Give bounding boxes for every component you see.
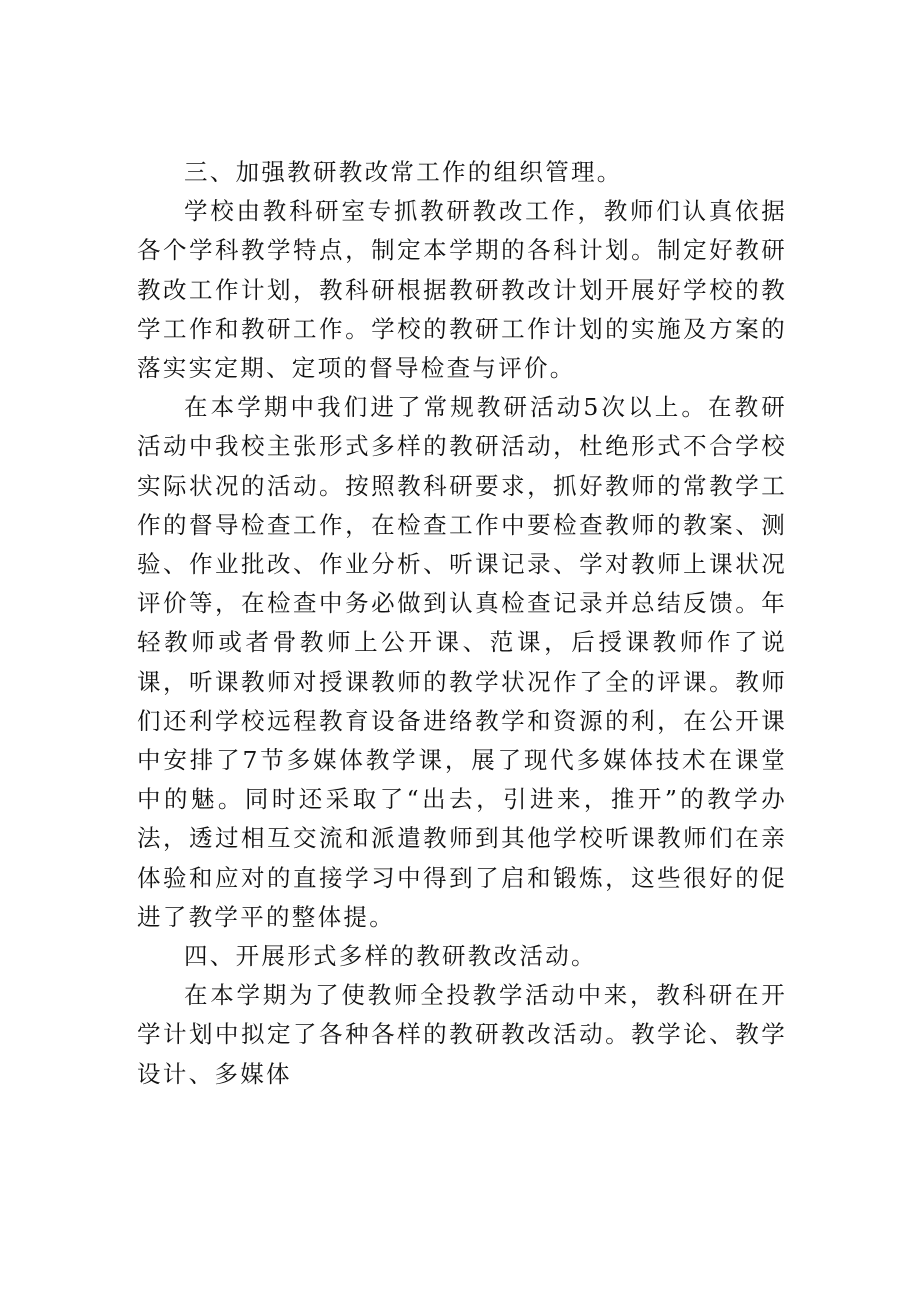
paragraph-activities: 在本学期中我们进了常规教研活动5次以上。在教研活动中我校主张形式多样的教研活动，杜绝形式不合学校实际状况的活动。按照教科研要求，抓好教师的常教学工作的督导检查工作，在检查工作中要检查教师的教案、测验、作业批改、作业分析、听课记录、学对教师上课状况评价等，在检查中务必做到认真检查记录并总结反馈。年轻教师或者骨教师上公开课、范课，后授课教师作了说课，听课教师对授课教师的教学状况作了全的评课。教师们还利学校远程教育设备进络教学和资源的利，在公开课中安排了7节多媒体教学课，展了现代多媒体技术在课堂中的魅。同时还采取了“出去，引进来，推开”的教学办法，透过相互交流和派遣教师到其他学校听课教师们在亲体验和应对的直接学习中得到了启和锻炼，这些很好的促进了教学平的整体提。 [137, 393, 787, 931]
paragraph-management: 学校由教科研室专抓教研教改工作，教师们认真依据各个学科教学特点，制定本学期的各科计划。制定好教研教改工作计划，教科研根据教研教改计划开展好学校的教学工作和教研工作。学校的教研工作计划的实施及方案的落实实定期、定项的督导检查与评价。 [137, 197, 787, 383]
section-heading-4: 四、开展形式多样的教研教改活动。 [184, 942, 597, 971]
paragraph-semester-plan: 在本学期为了使教师全投教学活动中来，教科研在开学计划中拟定了各种各样的教研教改活动。教学论、教学设计、多媒体 [137, 981, 787, 1088]
section-heading-3: 三、加强教研教改常工作的组织管理。 [184, 158, 623, 186]
document-body [137, 153, 787, 1094]
